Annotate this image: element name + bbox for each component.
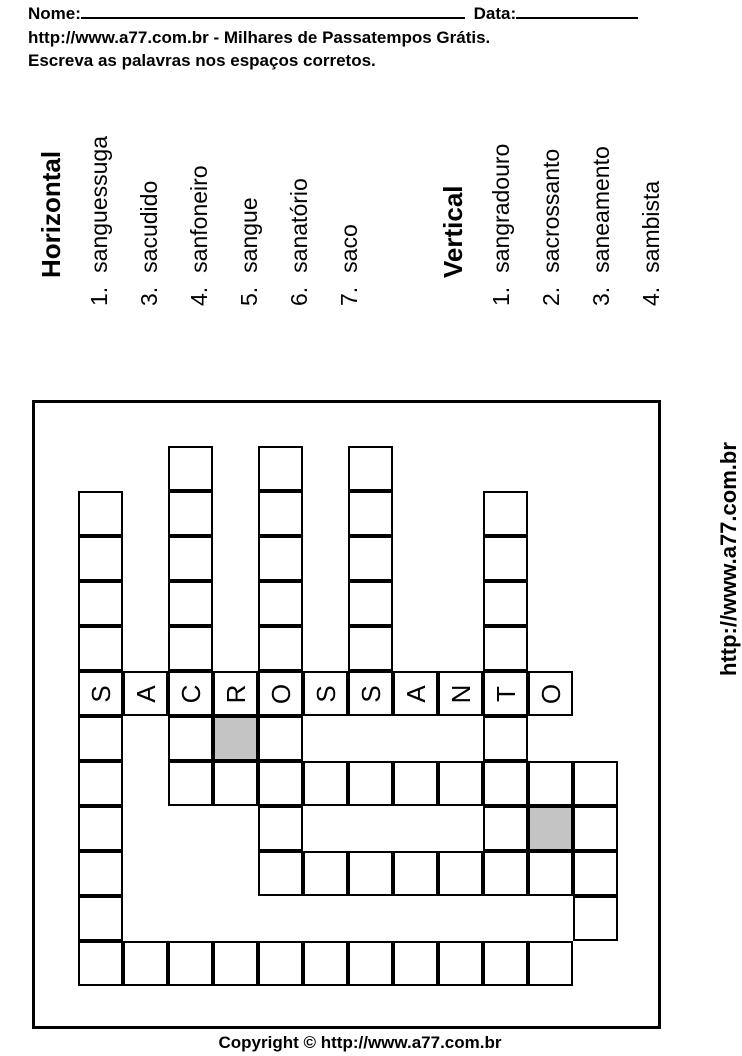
cell-letter: S	[85, 684, 116, 703]
horizontal-clue	[186, 165, 213, 306]
name-label: Nome:	[28, 4, 81, 23]
horizontal-clue	[336, 224, 363, 306]
cell-letter: A	[130, 684, 161, 703]
clue-number: 3.	[136, 286, 162, 306]
cell-letter: R	[220, 684, 251, 703]
vertical-clue	[488, 144, 515, 306]
vertical-clue	[638, 181, 665, 306]
horizontal-clue	[86, 136, 113, 306]
clue-word: saco	[336, 224, 362, 273]
clue-number: 3.	[588, 286, 614, 306]
instruction-line: Escreva as palavras nos espaços corretos.	[28, 51, 376, 70]
side-url: http://www.a77.com.br	[716, 442, 741, 676]
cell-letter: O	[535, 683, 566, 704]
vertical-heading: Vertical	[438, 185, 468, 278]
clue-word: sacudido	[136, 180, 162, 273]
name-field[interactable]	[81, 3, 465, 19]
horizontal-heading: Horizontal	[36, 150, 66, 278]
date-label: Data:	[473, 4, 517, 23]
clue-word: sangue	[236, 197, 262, 273]
clue-word: sacrossanto	[538, 148, 564, 273]
clue-number: 5.	[236, 286, 262, 306]
site-line: http://www.a77.com.br - Milhares de Passatempos Grátis.	[28, 28, 491, 47]
puzzle-frame	[32, 400, 661, 1029]
cell-letter: S	[355, 684, 386, 703]
copyright: Copyright © http://www.a77.com.br	[218, 1033, 502, 1052]
clue-word: sangradouro	[488, 143, 514, 273]
clue-word: sanfoneiro	[186, 165, 212, 273]
clue-number: 7.	[336, 286, 362, 306]
cell-letter: O	[265, 683, 296, 704]
clue-word: sanguessuga	[86, 135, 112, 273]
horizontal-clue	[286, 178, 313, 306]
vertical-clue	[588, 146, 615, 306]
clue-number: 1.	[488, 286, 514, 306]
clue-number: 4.	[186, 286, 212, 306]
clue-number: 4.	[638, 286, 664, 306]
clue-word: saneamento	[588, 146, 614, 273]
horizontal-clue	[236, 197, 263, 306]
clue-number: 2.	[538, 286, 564, 306]
date-field[interactable]	[516, 3, 638, 19]
clue-number: 1.	[86, 286, 112, 306]
cell-letter: A	[400, 684, 431, 703]
cell-letter: T	[490, 685, 521, 702]
cell-letter: C	[175, 684, 206, 703]
clue-word: sambista	[638, 180, 664, 273]
horizontal-clue	[136, 181, 163, 306]
clue-word: sanatório	[286, 178, 312, 273]
cell-letter: N	[445, 684, 476, 703]
clue-number: 6.	[286, 286, 312, 306]
name-date-line	[28, 3, 638, 24]
cell-letter: S	[310, 684, 341, 703]
vertical-clue	[538, 149, 565, 306]
